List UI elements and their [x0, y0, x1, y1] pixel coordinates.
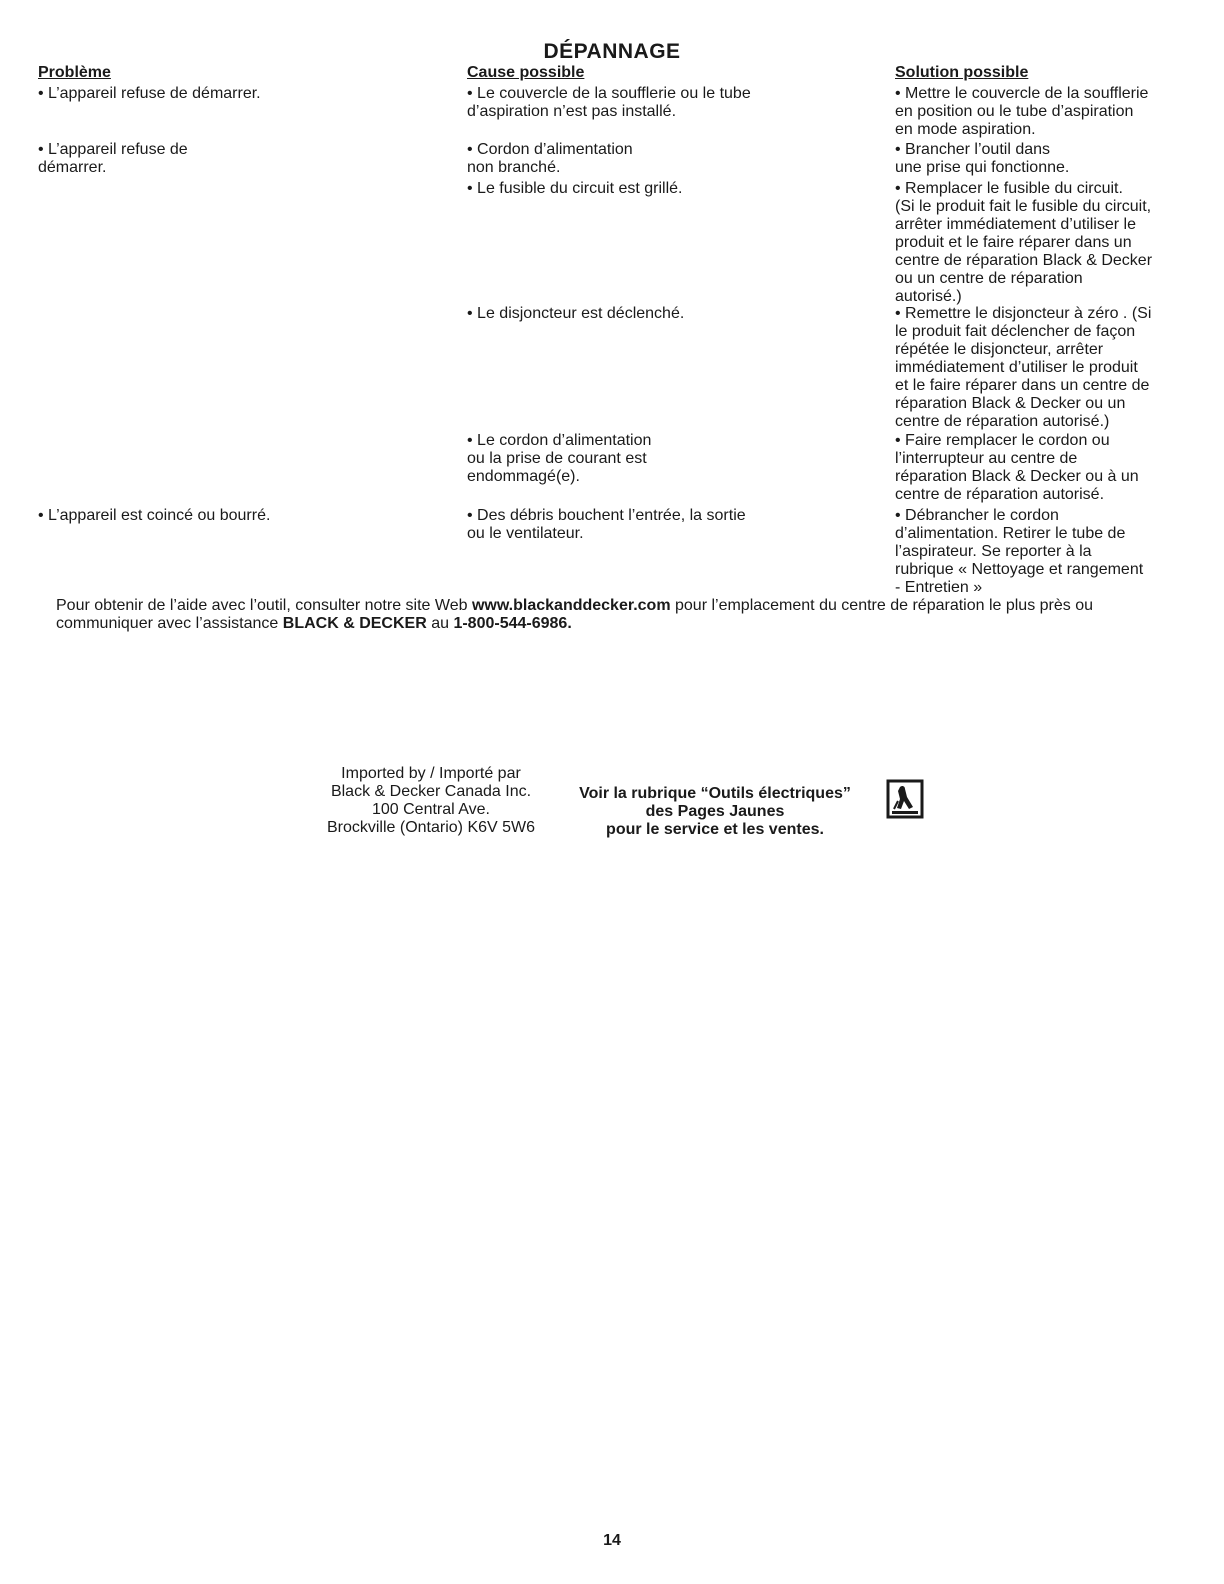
yellow-pages-note: [562, 785, 868, 839]
importer-line-3: 100 Central Ave.: [371, 801, 490, 818]
header-problem: Problème: [38, 64, 111, 81]
yellow-pages-line-2: des Pages Jaunes: [645, 803, 785, 820]
help-paragraph: [56, 597, 1166, 633]
row-1-solution: • Mettre le couvercle de la soufflerie en position ou le tube d’aspiration en mode aspiration.: [895, 85, 1149, 138]
row-6-cause: • Des débris bouchent l’entrée, la sortie ou le ventilateur.: [467, 507, 746, 542]
header-cause: Cause possible: [467, 64, 585, 81]
walking-fingers-icon: [886, 779, 924, 819]
row-1-cause: • Le couvercle de la soufflerie ou le tube d’aspiration n’est pas installé.: [467, 85, 751, 120]
yellow-pages-line-3: pour le service et les ventes.: [606, 821, 824, 838]
website-link[interactable]: www.blackanddecker.com: [471, 597, 671, 614]
row-4-solution: • Remettre le disjoncteur à zéro . (Si le produit fait déclencher de façon répétée le disjoncteur, arrêter immédiatement d’utiliser le produit et le faire réparer dans un centre de réparation Black & Decker ou un centre de réparation autorisé.): [895, 305, 1152, 430]
row-6-solution: • Débrancher le cordon d’alimentation. Retirer le tube de l’aspirateur. Se reporter à la rubrique « Nettoyage et rangement - Entretien »: [895, 507, 1144, 596]
importer-address: [300, 765, 562, 837]
yellow-pages-line-1: Voir la rubrique “Outils électriques”: [579, 785, 851, 802]
page-title: DÉPANNAGE: [543, 40, 681, 63]
help-text-3: au: [426, 615, 454, 632]
row-2-solution: • Brancher l’outil dans une prise qui fonctionne.: [895, 141, 1070, 176]
header-solution: Solution possible: [895, 64, 1029, 81]
row-3-cause: • Le fusible du circuit est grillé.: [467, 180, 683, 197]
row-5-cause: • Le cordon d’alimentation ou la prise de courant est endommagé(e).: [467, 432, 652, 485]
row-1-problem: • L’appareil refuse de démarrer.: [38, 85, 261, 102]
row-5-solution: • Faire remplacer le cordon ou l’interrupteur au centre de réparation Black & Decker ou à un centre de réparation autorisé.: [895, 432, 1139, 503]
phone-number: 1-800-544-6986: [453, 615, 568, 632]
importer-line-4: Brockville (Ontario) K6V 5W6: [326, 819, 536, 836]
help-text-1: Pour obtenir de l’aide avec l’outil, consulter notre site Web: [56, 597, 472, 614]
importer-line-1: Imported by / Importé par: [341, 765, 521, 782]
row-2-cause: • Cordon d’alimentation non branché.: [467, 141, 633, 176]
row-2-problem: • L’appareil refuse de démarrer.: [38, 141, 188, 176]
page-number: 14: [603, 1532, 621, 1549]
help-text-4: .: [567, 615, 572, 632]
row-3-solution: • Remplacer le fusible du circuit. (Si le produit fait le fusible du circuit, arrêter immédiatement d’utiliser le produit et le faire réparer dans un centre de réparation Black & Decker ou un centre de réparation autorisé.): [895, 180, 1153, 305]
brand-name: BLACK & DECKER: [282, 615, 427, 632]
row-4-cause: • Le disjoncteur est déclenché.: [467, 305, 685, 322]
row-6-problem: • L’appareil est coincé ou bourré.: [38, 507, 271, 524]
help-text-2: pour l’emplacement du centre de réparation le plus près ou communiquer avec l’assistance: [56, 597, 1094, 632]
importer-line-2: Black & Decker Canada Inc.: [330, 783, 532, 800]
